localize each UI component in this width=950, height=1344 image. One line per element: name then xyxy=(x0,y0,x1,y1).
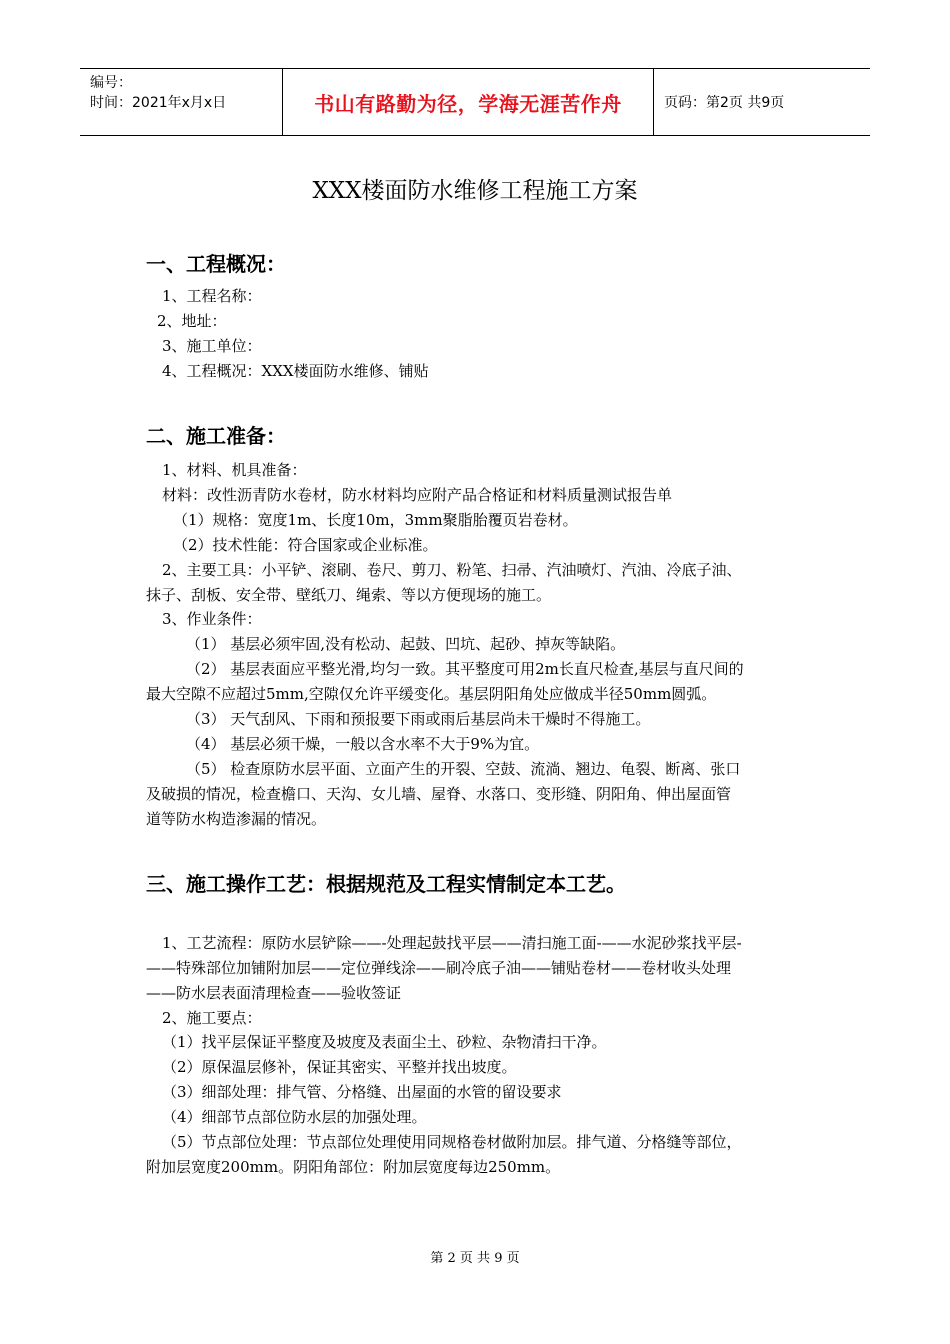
paragraph-line: （2）技术性能：符合国家或企业标准。 xyxy=(173,536,438,554)
number-label: 编号： xyxy=(90,75,132,91)
paragraph-line: （5） 检查原防水层平面、立面产生的开裂、空鼓、流淌、翘边、龟裂、断离、张口 xyxy=(186,760,741,778)
paragraph-line: （3） 天气刮风、下雨和预报要下雨或雨后基层尚未干燥时不得施工。 xyxy=(186,710,651,728)
paragraph-line: 2、地址： xyxy=(157,312,227,330)
paragraph-line: 材料：改性沥青防水卷材，防水材料均应附产品合格证和材料质量测试报告单 xyxy=(162,486,673,504)
paragraph-line: ——防水层表面清理检查——验收签证 xyxy=(146,984,402,1002)
section-heading-process: 三、施工操作工艺：根据规范及工程实情制定本工艺。 xyxy=(146,872,626,896)
paragraph-line: 抹子、刮板、安全带、壁纸刀、绳索、等以方便现场的施工。 xyxy=(146,586,552,604)
header-meta xyxy=(80,69,282,135)
page-info: 页码：第2页 共9页 xyxy=(664,95,785,111)
page-header xyxy=(80,68,870,136)
paragraph-line: 1、材料、机具准备： xyxy=(162,461,307,479)
paragraph-line: 3、作业条件： xyxy=(162,610,262,628)
paragraph-line: （2）原保温层修补，保证其密实、平整并找出坡度。 xyxy=(162,1058,517,1076)
paragraph-line: 1、工艺流程：原防水层铲除——-处理起鼓找平层——清扫施工面-——水泥砂浆找平层- xyxy=(162,934,742,952)
section-heading-overview: 一、工程概况： xyxy=(146,252,286,276)
section-heading-preparation: 二、施工准备： xyxy=(146,424,286,448)
paragraph-line: 及破损的情况，检查檐口、天沟、女儿墙、屋脊、水落口、变形缝、阴阳角、伸出屋面管 xyxy=(146,785,732,803)
paragraph-line: 1、工程名称： xyxy=(162,287,262,305)
paragraph-line: （3）细部处理：排气管、分格缝、出屋面的水管的留设要求 xyxy=(162,1083,562,1101)
paragraph-line: （5）节点部位处理：节点部位处理使用同规格卷材做附加层。排气道、分格缝等部位， xyxy=(162,1133,742,1151)
paragraph-line: （1）找平层保证平整度及坡度及表面尘土、砂粒、杂物清扫干净。 xyxy=(162,1033,607,1051)
paragraph-line: ——特殊部位加铺附加层——定位弹线涂——刷冷底子油——铺贴卷材——卷材收头处理 xyxy=(146,959,732,977)
header-motto: 书山有路勤为径，学海无涯苦作舟 xyxy=(314,91,622,116)
paragraph-line: 道等防水构造渗漏的情况。 xyxy=(146,810,327,828)
paragraph-line: （1） 基层必须牢固,没有松动、起鼓、凹坑、起砂、掉灰等缺陷。 xyxy=(186,635,626,653)
header-motto-cell xyxy=(282,69,654,135)
paragraph-line: 2、主要工具：小平铲、滚刷、卷尺、剪刀、粉笔、扫帚、汽油喷灯、汽油、冷底子油、 xyxy=(162,561,742,579)
page-footer: 第 2 页 共 9 页 xyxy=(430,1251,520,1266)
paragraph-line: 附加层宽度200mm。阴阳角部位：附加层宽度每边250mm。 xyxy=(146,1158,561,1176)
paragraph-line: 4、工程概况：XXX楼面防水维修、铺贴 xyxy=(162,362,429,380)
paragraph-line: （1）规格：宽度1m、长度10m，3mm聚脂胎覆页岩卷材。 xyxy=(173,511,578,529)
paragraph-line: 2、施工要点： xyxy=(162,1009,262,1027)
paragraph-line: （4）细部节点部位防水层的加强处理。 xyxy=(162,1108,427,1126)
paragraph-line: 3、施工单位： xyxy=(162,337,262,355)
time-label: 时间：2021年x月x日 xyxy=(90,95,227,111)
paragraph-line: 最大空隙不应超过5mm,空隙仅允许平缓变化。基层阴阳角处应做成半径50mm圆弧。 xyxy=(146,685,717,703)
paragraph-line: （2） 基层表面应平整光滑,均匀一致。其平整度可用2m长直尺检查,基层与直尺间的 xyxy=(186,660,744,678)
paragraph-line: （4） 基层必须干燥，一般以含水率不大于9%为宜。 xyxy=(186,735,540,753)
document-title: XXX楼面防水维修工程施工方案 xyxy=(312,178,638,204)
